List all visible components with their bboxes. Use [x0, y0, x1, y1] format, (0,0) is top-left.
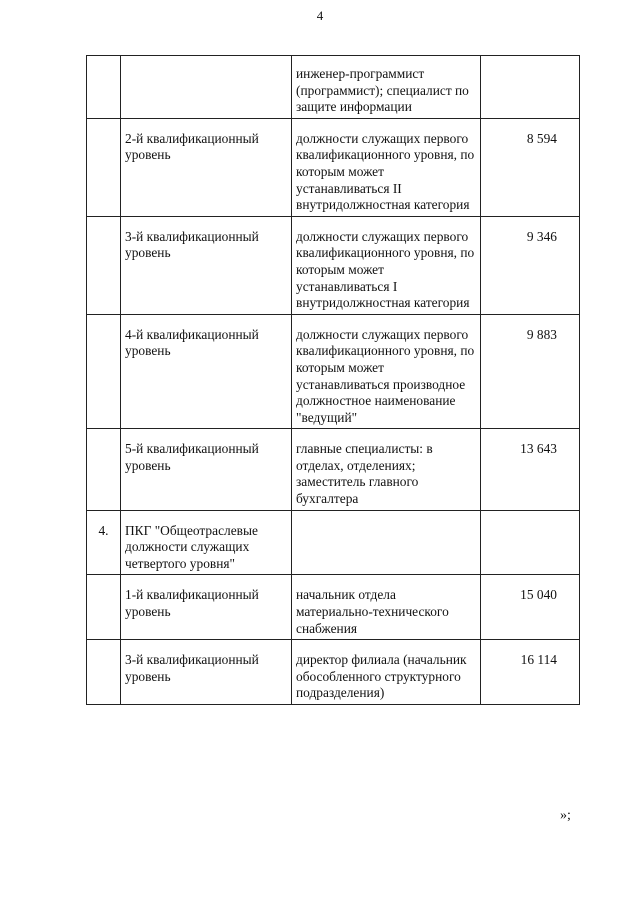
table-row — [87, 640, 580, 705]
salary-cell — [481, 56, 580, 119]
qualification-group-cell: ПКГ "Общеотраслевые должности служащих четвертого уровня" — [121, 510, 292, 575]
row-number-cell — [87, 429, 121, 510]
salary-cell: 9 346 — [481, 216, 580, 314]
qualification-level-cell: 3-й квалификационный уровень — [121, 640, 292, 705]
salary-cell: 13 643 — [481, 429, 580, 510]
row-number-cell — [87, 56, 121, 119]
salary-table — [86, 55, 580, 705]
table-row — [87, 575, 580, 640]
table-row — [87, 56, 580, 119]
row-number-cell: 4. — [87, 510, 121, 575]
row-number-cell — [87, 118, 121, 216]
row-number-cell — [87, 314, 121, 429]
table-row — [87, 118, 580, 216]
qualification-level-cell: 3-й квалификационный уровень — [121, 216, 292, 314]
salary-cell: 9 883 — [481, 314, 580, 429]
table-row — [87, 216, 580, 314]
row-number-cell — [87, 640, 121, 705]
table-row — [87, 510, 580, 575]
salary-cell: 15 040 — [481, 575, 580, 640]
position-cell: должности служащих первого квалификационного уровня, по которым может устанавливаться II внутридолжностная категория — [292, 118, 481, 216]
qualification-level-cell: 4-й квалификационный уровень — [121, 314, 292, 429]
qualification-level-cell: 5-й квалификационный уровень — [121, 429, 292, 510]
qualification-level-cell — [121, 56, 292, 119]
position-cell: главные специалисты: в отделах, отделениях; заместитель главного бухгалтера — [292, 429, 481, 510]
position-cell: начальник отдела материально-технического снабжения — [292, 575, 481, 640]
position-cell: должности служащих первого квалификационного уровня, по которым может устанавливаться производное должностное наименование "ведущий" — [292, 314, 481, 429]
salary-cell: 8 594 — [481, 118, 580, 216]
row-number-cell — [87, 216, 121, 314]
salary-cell — [481, 510, 580, 575]
position-cell — [292, 510, 481, 575]
salary-cell: 16 114 — [481, 640, 580, 705]
page-number: 4 — [316, 8, 324, 23]
closing-quote: »; — [560, 808, 571, 823]
position-cell: директор филиала (начальник обособленного структурного подразделения) — [292, 640, 481, 705]
qualification-level-cell: 2-й квалификационный уровень — [121, 118, 292, 216]
row-number-cell — [87, 575, 121, 640]
position-cell: инженер-программист (программист); специалист по защите информации — [292, 56, 481, 119]
position-cell: должности служащих первого квалификационного уровня, по которым может устанавливаться I внутридолжностная категория — [292, 216, 481, 314]
table-row — [87, 429, 580, 510]
table-row — [87, 314, 580, 429]
qualification-level-cell: 1-й квалификационный уровень — [121, 575, 292, 640]
